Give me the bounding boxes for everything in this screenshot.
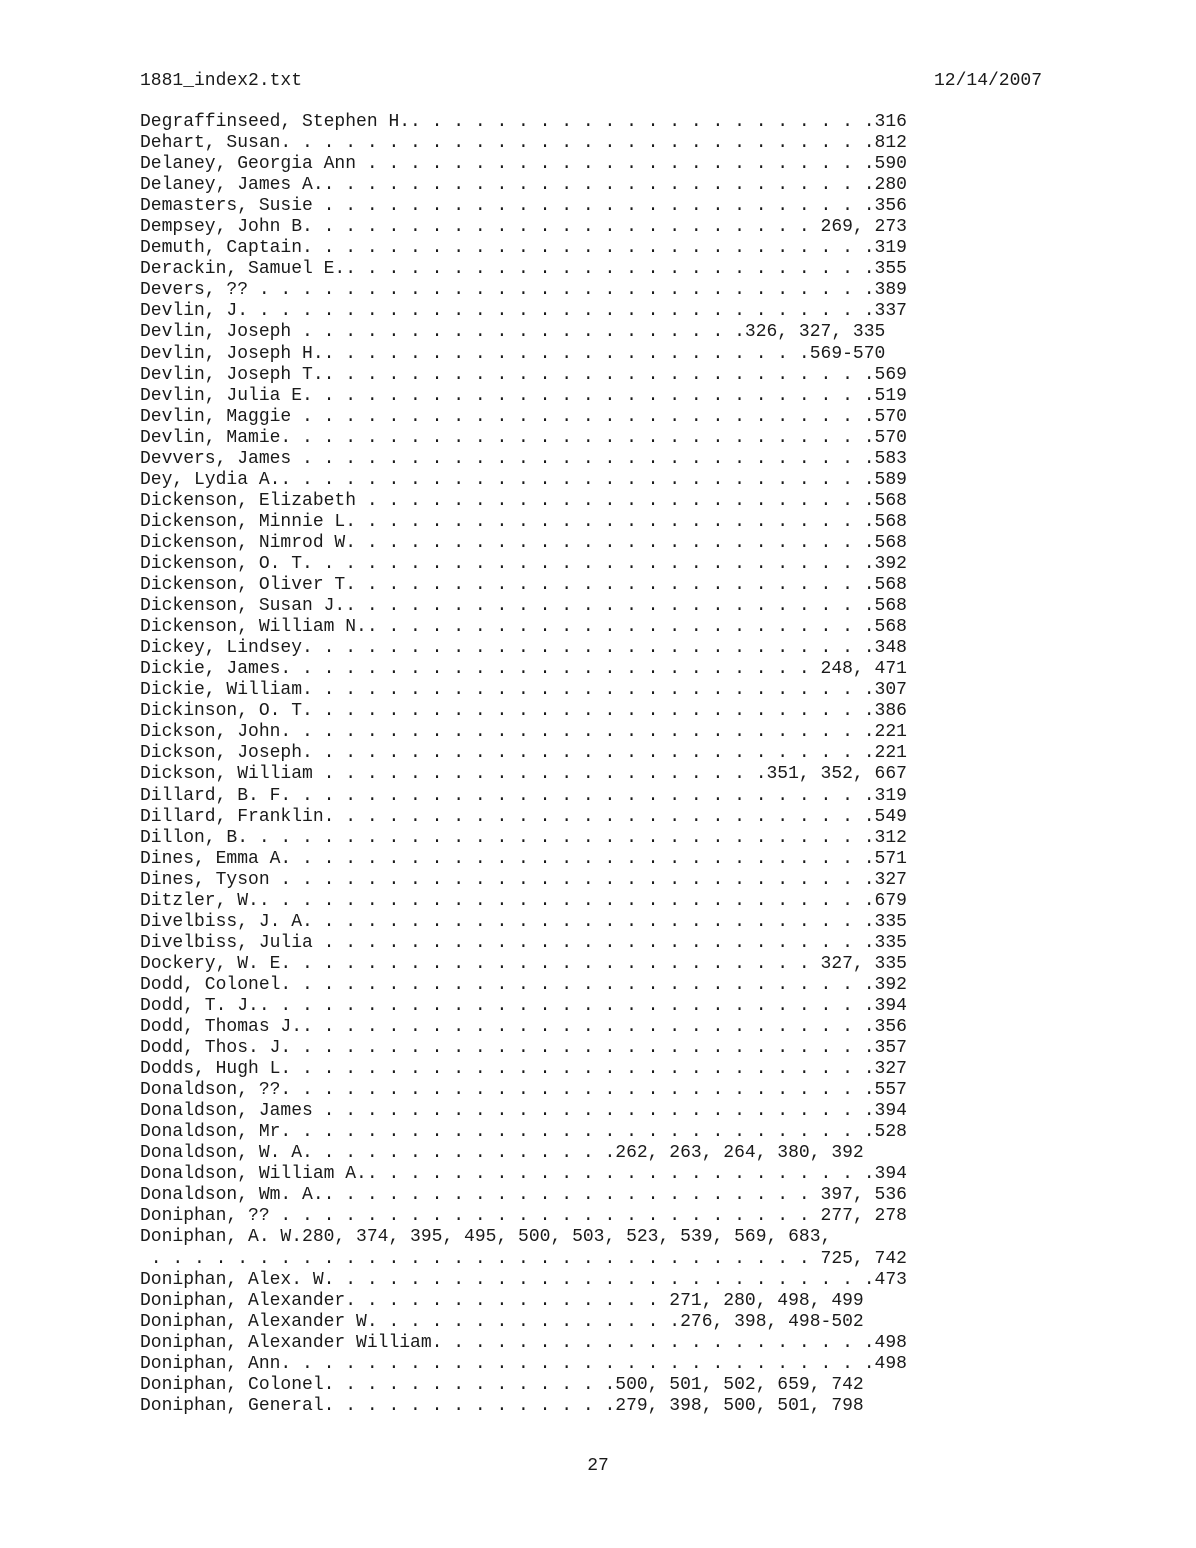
index-entry: Devlin, Julia E. . . . . . . . . . . . . . . . . . . . . . . . . . .519 (140, 385, 907, 406)
index-entry: Dillard, B. F. . . . . . . . . . . . . . . . . . . . . . . . . . . .319 (140, 785, 907, 806)
index-entry: Demuth, Captain. . . . . . . . . . . . . . . . . . . . . . . . . . .319 (140, 238, 907, 259)
index-entry: Dickenson, Oliver T. . . . . . . . . . . . . . . . . . . . . . . . .568 (140, 575, 907, 596)
index-entry: Dickson, William . . . . . . . . . . . . . . . . . . . . .351, 352, 667 (140, 764, 907, 785)
index-entry: Delaney, James A.. . . . . . . . . . . . . . . . . . . . . . . . . .280 (140, 175, 907, 196)
index-entry: Dempsey, John B. . . . . . . . . . . . . . . . . . . . . . . . 269, 273 (140, 217, 907, 238)
index-entry: . . . . . . . . . . . . . . . . . . . . . . . . . . . . . . . 725, 742 (140, 1248, 907, 1269)
index-list (140, 112, 907, 1417)
page-number: 27 (587, 1456, 609, 1476)
index-entry: Dickenson, William N.. . . . . . . . . . . . . . . . . . . . . . . .568 (140, 617, 907, 638)
index-entry: Dickinson, O. T. . . . . . . . . . . . . . . . . . . . . . . . . . .386 (140, 701, 907, 722)
index-entry: Donaldson, William A.. . . . . . . . . . . . . . . . . . . . . . . .394 (140, 1164, 907, 1185)
index-entry: Divelbiss, J. A. . . . . . . . . . . . . . . . . . . . . . . . . . .335 (140, 911, 907, 932)
index-entry: Devers, ?? . . . . . . . . . . . . . . . . . . . . . . . . . . . . .389 (140, 280, 907, 301)
index-entry: Doniphan, A. W.280, 374, 395, 495, 500, 503, 523, 539, 569, 683, (140, 1227, 832, 1248)
index-entry: Donaldson, Wm. A.. . . . . . . . . . . . . . . . . . . . . . . 397, 536 (140, 1185, 907, 1206)
file-name: 1881_index2.txt (140, 71, 303, 91)
index-entry: Dickenson, Elizabeth . . . . . . . . . . . . . . . . . . . . . . . .568 (140, 490, 907, 511)
index-entry: Dey, Lydia A.. . . . . . . . . . . . . . . . . . . . . . . . . . . .589 (140, 469, 907, 490)
index-entry: Dodds, Hugh L. . . . . . . . . . . . . . . . . . . . . . . . . . . .327 (140, 1059, 907, 1080)
index-entry: Devlin, J. . . . . . . . . . . . . . . . . . . . . . . . . . . . . .337 (140, 301, 907, 322)
index-entry: Dickenson, Nimrod W. . . . . . . . . . . . . . . . . . . . . . . . .568 (140, 532, 907, 553)
index-entry: Dines, Emma A. . . . . . . . . . . . . . . . . . . . . . . . . . . .571 (140, 848, 907, 869)
index-entry: Dodd, Thos. J. . . . . . . . . . . . . . . . . . . . . . . . . . . .357 (140, 1038, 907, 1059)
index-entry: Dickey, Lindsey. . . . . . . . . . . . . . . . . . . . . . . . . . .348 (140, 638, 907, 659)
index-entry: Ditzler, W.. . . . . . . . . . . . . . . . . . . . . . . . . . . . .679 (140, 890, 907, 911)
index-entry: Devlin, Mamie. . . . . . . . . . . . . . . . . . . . . . . . . . . .570 (140, 427, 907, 448)
index-entry: Devvers, James . . . . . . . . . . . . . . . . . . . . . . . . . . .583 (140, 448, 907, 469)
index-entry: Dockery, W. E. . . . . . . . . . . . . . . . . . . . . . . . . 327, 335 (140, 953, 907, 974)
index-entry: Dickie, William. . . . . . . . . . . . . . . . . . . . . . . . . . .307 (140, 680, 907, 701)
index-entry: Dickson, Joseph. . . . . . . . . . . . . . . . . . . . . . . . . . .221 (140, 743, 907, 764)
index-entry: Doniphan, Colonel. . . . . . . . . . . . . .500, 501, 502, 659, 742 (140, 1374, 864, 1395)
index-entry: Delaney, Georgia Ann . . . . . . . . . . . . . . . . . . . . . . . .590 (140, 154, 907, 175)
index-entry: Dehart, Susan. . . . . . . . . . . . . . . . . . . . . . . . . . . .812 (140, 133, 907, 154)
index-entry: Donaldson, W. A. . . . . . . . . . . . . . .262, 263, 264, 380, 392 (140, 1143, 864, 1164)
index-entry: Dickson, John. . . . . . . . . . . . . . . . . . . . . . . . . . . .221 (140, 722, 907, 743)
index-entry: Dickie, James. . . . . . . . . . . . . . . . . . . . . . . . . 248, 471 (140, 659, 907, 680)
index-entry: Derackin, Samuel E.. . . . . . . . . . . . . . . . . . . . . . . . .355 (140, 259, 907, 280)
index-entry: Doniphan, Alex. W. . . . . . . . . . . . . . . . . . . . . . . . . .473 (140, 1269, 907, 1290)
index-entry: Dillard, Franklin. . . . . . . . . . . . . . . . . . . . . . . . . .549 (140, 806, 907, 827)
index-entry: Demasters, Susie . . . . . . . . . . . . . . . . . . . . . . . . . .356 (140, 196, 907, 217)
index-entry: Devlin, Joseph T.. . . . . . . . . . . . . . . . . . . . . . . . . .569 (140, 364, 907, 385)
index-entry: Doniphan, Alexander. . . . . . . . . . . . . . . 271, 280, 498, 499 (140, 1290, 864, 1311)
index-entry: Doniphan, ?? . . . . . . . . . . . . . . . . . . . . . . . . . 277, 278 (140, 1206, 907, 1227)
index-entry: Dodd, Colonel. . . . . . . . . . . . . . . . . . . . . . . . . . . .392 (140, 974, 907, 995)
index-entry: Divelbiss, Julia . . . . . . . . . . . . . . . . . . . . . . . . . .335 (140, 932, 907, 953)
index-entry: Devlin, Maggie . . . . . . . . . . . . . . . . . . . . . . . . . . .570 (140, 406, 907, 427)
index-entry: Dodd, Thomas J.. . . . . . . . . . . . . . . . . . . . . . . . . . .356 (140, 1017, 907, 1038)
index-entry: Devlin, Joseph H.. . . . . . . . . . . . . . . . . . . . . . .569-570 (140, 343, 886, 364)
index-entry: Donaldson, ??. . . . . . . . . . . . . . . . . . . . . . . . . . . .557 (140, 1080, 907, 1101)
index-entry: Doniphan, Ann. . . . . . . . . . . . . . . . . . . . . . . . . . . .498 (140, 1353, 907, 1374)
index-entry: Dickenson, O. T. . . . . . . . . . . . . . . . . . . . . . . . . . .392 (140, 553, 907, 574)
index-entry: Devlin, Joseph . . . . . . . . . . . . . . . . . . . . .326, 327, 335 (140, 322, 886, 343)
index-entry: Degraffinseed, Stephen H.. . . . . . . . . . . . . . . . . . . . . .316 (140, 112, 907, 132)
index-entry: Dines, Tyson . . . . . . . . . . . . . . . . . . . . . . . . . . . .327 (140, 869, 907, 890)
index-entry: Donaldson, Mr. . . . . . . . . . . . . . . . . . . . . . . . . . . .528 (140, 1122, 907, 1143)
index-entry: Dickenson, Minnie L. . . . . . . . . . . . . . . . . . . . . . . . .568 (140, 511, 907, 532)
index-entry: Dodd, T. J.. . . . . . . . . . . . . . . . . . . . . . . . . . . . .394 (140, 995, 907, 1016)
index-entry: Doniphan, Alexander William. . . . . . . . . . . . . . . . . . . . .498 (140, 1332, 907, 1353)
index-entry: Dickenson, Susan J.. . . . . . . . . . . . . . . . . . . . . . . . .568 (140, 596, 907, 617)
print-date: 12/14/2007 (934, 71, 1043, 91)
index-entry: Dillon, B. . . . . . . . . . . . . . . . . . . . . . . . . . . . . .312 (140, 827, 907, 848)
index-entry: Doniphan, General. . . . . . . . . . . . . .279, 398, 500, 501, 798 (140, 1395, 864, 1416)
index-entry: Doniphan, Alexander W. . . . . . . . . . . . . . .276, 398, 498-502 (140, 1311, 864, 1332)
index-entry: Donaldson, James . . . . . . . . . . . . . . . . . . . . . . . . . .394 (140, 1101, 907, 1122)
